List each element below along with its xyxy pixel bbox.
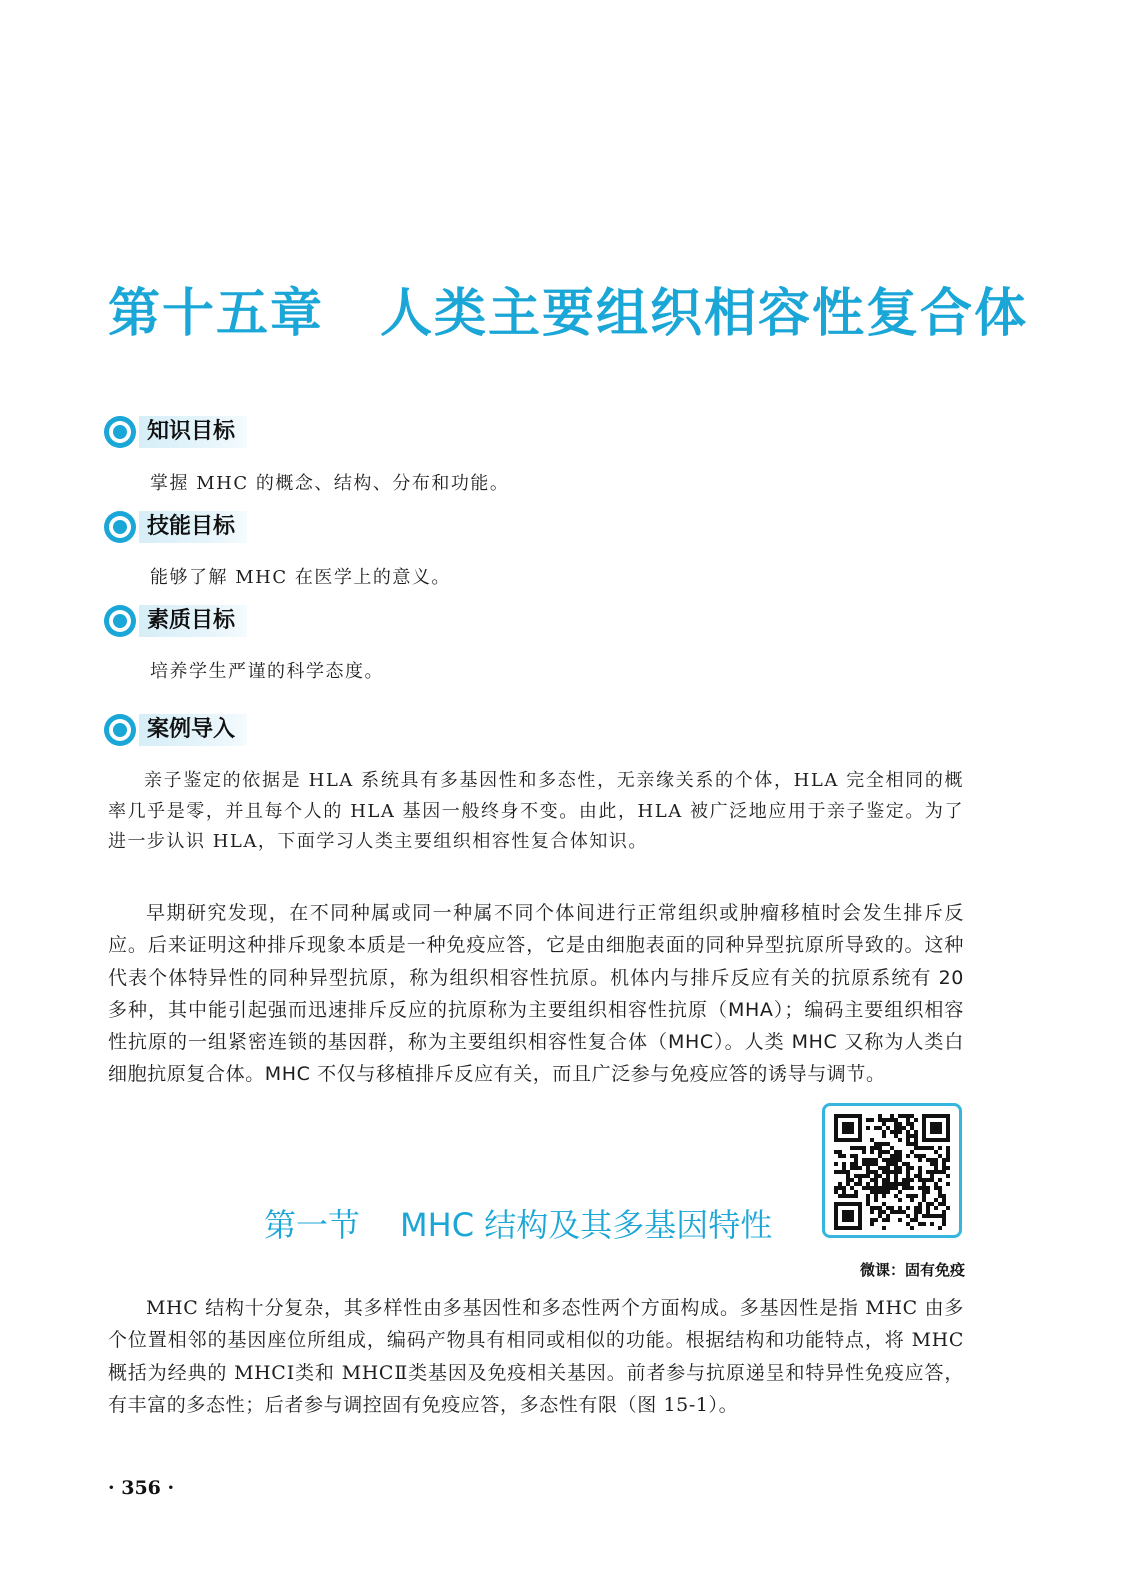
intro-paragraph: 早期研究发现，在不同种属或同一种属不同个体间进行正常组织或肿瘤移植时会发生排斥反应。后来证明这种排斥现象本质是一种免疫应答，它是由细胞表面的同种异型抗原所导致的。这种代表个体特异性的同种异型抗原，称为组织相容性抗原。机体内与排斥反应有关的抗原系统有 20 多种，其中能引起强而迅速排斥反应的抗原称为主要组织相容性抗原（MHA）；编码主要组织相容性抗原的一组紧密连锁的基因群，称为主要组织相容性复合体（MHC）。人类 MHC 又称为人类白细胞抗原复合体。MHC 不仅与移植排斥反应有关，而且广泛参与免疫应答的诱导与调节。 — [108, 902, 964, 1086]
section-paragraph: MHC 结构十分复杂，其多样性由多基因性和多态性两个方面构成。多基因性是指 MHC 由多个位置相邻的基因座位所组成，编码产物具有相同或相似的功能。根据结构和功能特点，将 MHC 概括为经典的 MHCⅠ类和 MHCⅡ类基因及免疫相关基因。前者参与抗原递呈和特异性免疫应答，有丰富的多态性；后者参与调控固有免疫应答，多态性有限（图 15-1）。 — [108, 1297, 964, 1416]
target-icon — [104, 416, 136, 448]
target-icon — [104, 714, 136, 746]
quality-objective-heading — [104, 603, 247, 639]
chapter-title — [108, 282, 1029, 346]
section-number: 第一节 — [264, 1206, 361, 1244]
objective-label: 知识目标 — [139, 416, 247, 448]
section-title — [264, 1203, 772, 1247]
qr-code-frame[interactable] — [822, 1103, 962, 1238]
case-intro-text: 亲子鉴定的依据是 HLA 系统具有多基因性和多态性，无亲缘关系的个体，HLA 完全相同的概率几乎是零，并且每个人的 HLA 基因一般终身不变。由此，HLA 被广泛地应用于亲子鉴定。为了进一步认识 HLA，下面学习人类主要组织相容性复合体知识。 — [108, 770, 964, 852]
objective-label: 技能目标 — [139, 511, 247, 543]
chapter-name: 人类主要组织相容性复合体 — [380, 283, 1029, 344]
skill-objective-text: 能够了解 MHC 在医学上的意义。 — [150, 567, 451, 588]
target-icon — [104, 511, 136, 543]
case-intro-heading — [104, 712, 247, 748]
qr-code-icon — [834, 1114, 950, 1230]
chapter-number: 第十五章 — [108, 283, 325, 344]
page-number: · 356 · — [108, 1477, 175, 1499]
section-name: MHC 结构及其多基因特性 — [400, 1206, 773, 1244]
objective-label: 素质目标 — [139, 605, 247, 637]
target-icon — [104, 605, 136, 637]
knowledge-objective-heading — [104, 414, 247, 450]
case-intro-label: 案例导入 — [139, 714, 247, 746]
knowledge-objective-text: 掌握 MHC 的概念、结构、分布和功能。 — [150, 473, 510, 494]
quality-objective-text: 培养学生严谨的科学态度。 — [150, 661, 384, 682]
skill-objective-heading — [104, 509, 247, 545]
qr-caption: 微课：固有免疫 — [859, 1261, 965, 1279]
